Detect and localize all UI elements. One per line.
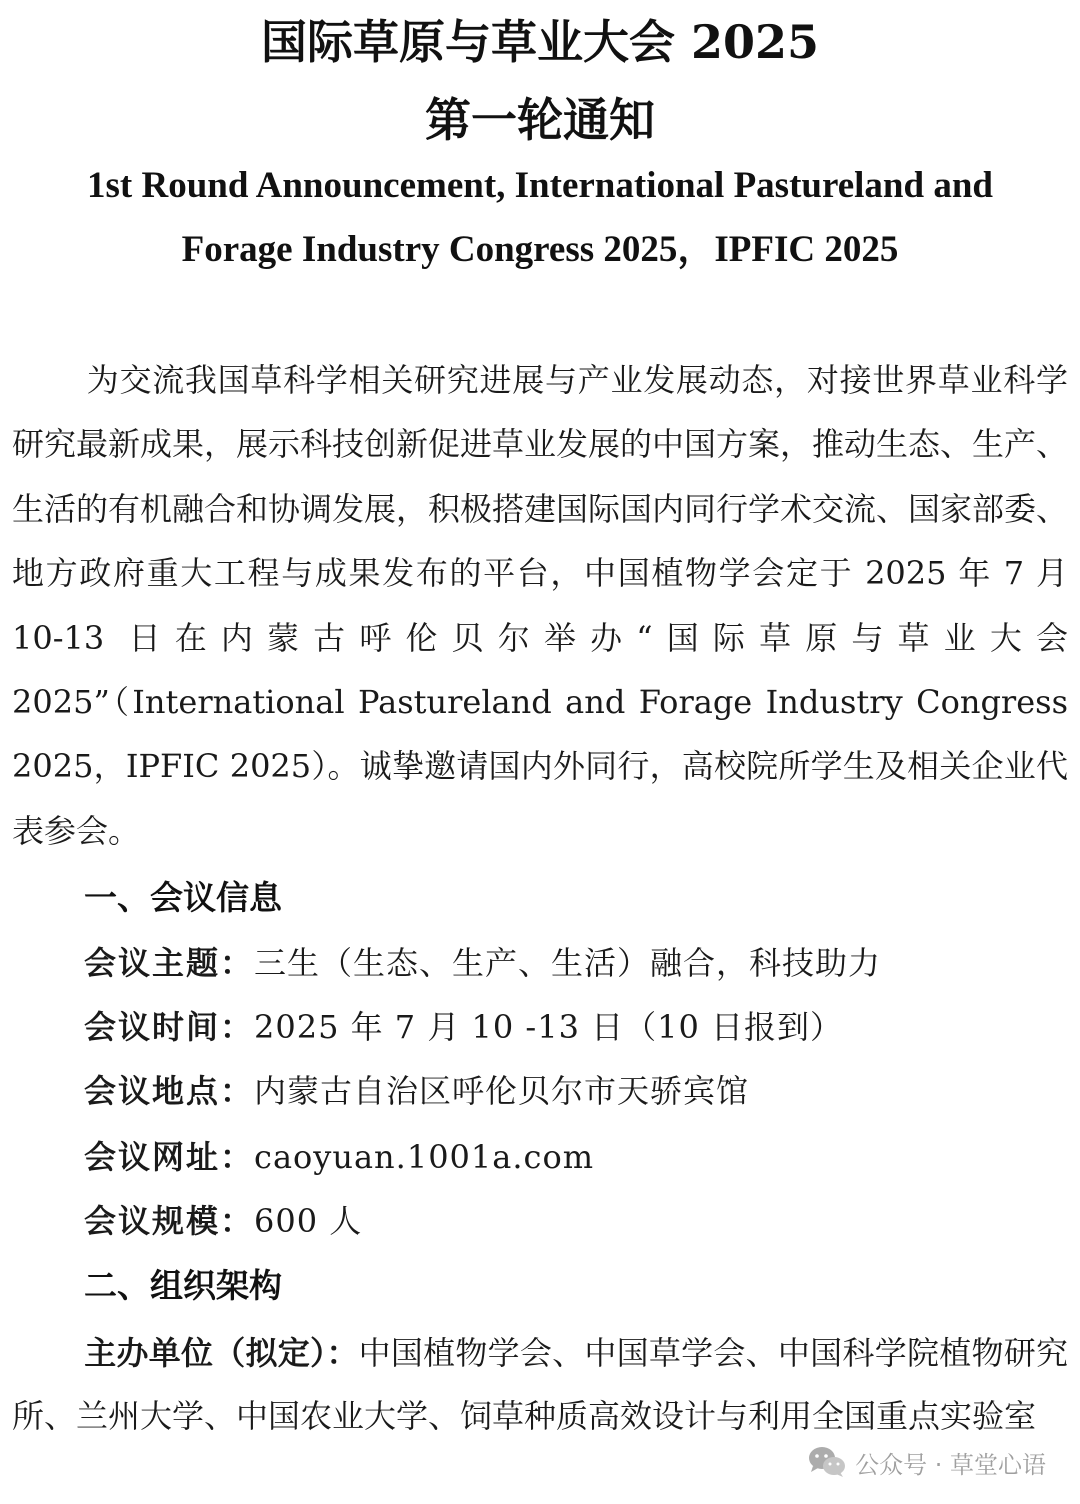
info-website: [84, 1137, 594, 1177]
info-value: 三生（生态、生产、生活）融合，科技助力: [254, 944, 882, 982]
info-website-link[interactable]: caoyuan.1001a.com: [254, 1138, 595, 1176]
wechat-icon: [807, 1445, 847, 1479]
info-label: 会议网址：: [84, 1138, 255, 1176]
info-label: 会议规模：: [84, 1202, 255, 1240]
title-cn-line2: 第一轮通知: [425, 93, 655, 147]
info-value: 内蒙古自治区呼伦贝尔市天骄宾馆: [254, 1072, 750, 1110]
intro-text: 为交流我国草科学相关研究进展与产业发展动态，对接世界草业科学研究最新成果，展示科技创新促进草业发展的中国方案，推动生态、生产、生活的有机融合和协调发展，积极搭建国际国内同行学术交流、国家部委、地方政府重大工程与成果发布的平台，中国植物学会定于 2025 年 7 月 10-13 日在内蒙古呼伦贝尔举办“国际草原与草业大会 2025”（International Pastureland and Forage Industry Congress 2025，IPFIC 2025）。诚挚邀请国内外同行，高校院所学生及相关企业代表参会。: [12, 361, 1069, 850]
organizer-value: 中国植物学会、中国草学会、中国科学院植物研究所、兰州大学、中国农业大学、饲草种质高效设计与利用全国重点实验室: [12, 1334, 1068, 1435]
watermark-text: 公众号 · 草堂心语: [855, 1450, 1046, 1479]
info-value: 2025 年 7 月 10 -13 日（10 日报到）: [254, 1008, 843, 1046]
info-label: 会议主题：: [84, 944, 255, 982]
section-heading-organization: 二、组织架构: [84, 1266, 282, 1305]
info-label: 会议地点：: [84, 1072, 255, 1110]
info-theme: [84, 943, 881, 983]
info-scale: [84, 1201, 362, 1241]
intro-paragraph: [12, 348, 1068, 863]
info-value: 600 人: [254, 1202, 363, 1240]
organizer-paragraph: [12, 1322, 1068, 1448]
info-time: [84, 1007, 843, 1047]
section-heading-meeting-info: 一、会议信息: [84, 878, 282, 917]
title-cn-line1: 国际草原与草业大会 2025: [260, 15, 820, 69]
title-en-line2: Forage Industry Congress 2025，IPFIC 2025: [181, 229, 899, 270]
organizer-label: 主办单位（拟定）：: [84, 1334, 359, 1372]
title-en-line1: 1st Round Announcement, International Pastureland and: [87, 165, 993, 206]
wechat-watermark: [807, 1444, 1046, 1480]
info-location: [84, 1071, 749, 1111]
info-label: 会议时间：: [84, 1008, 255, 1046]
